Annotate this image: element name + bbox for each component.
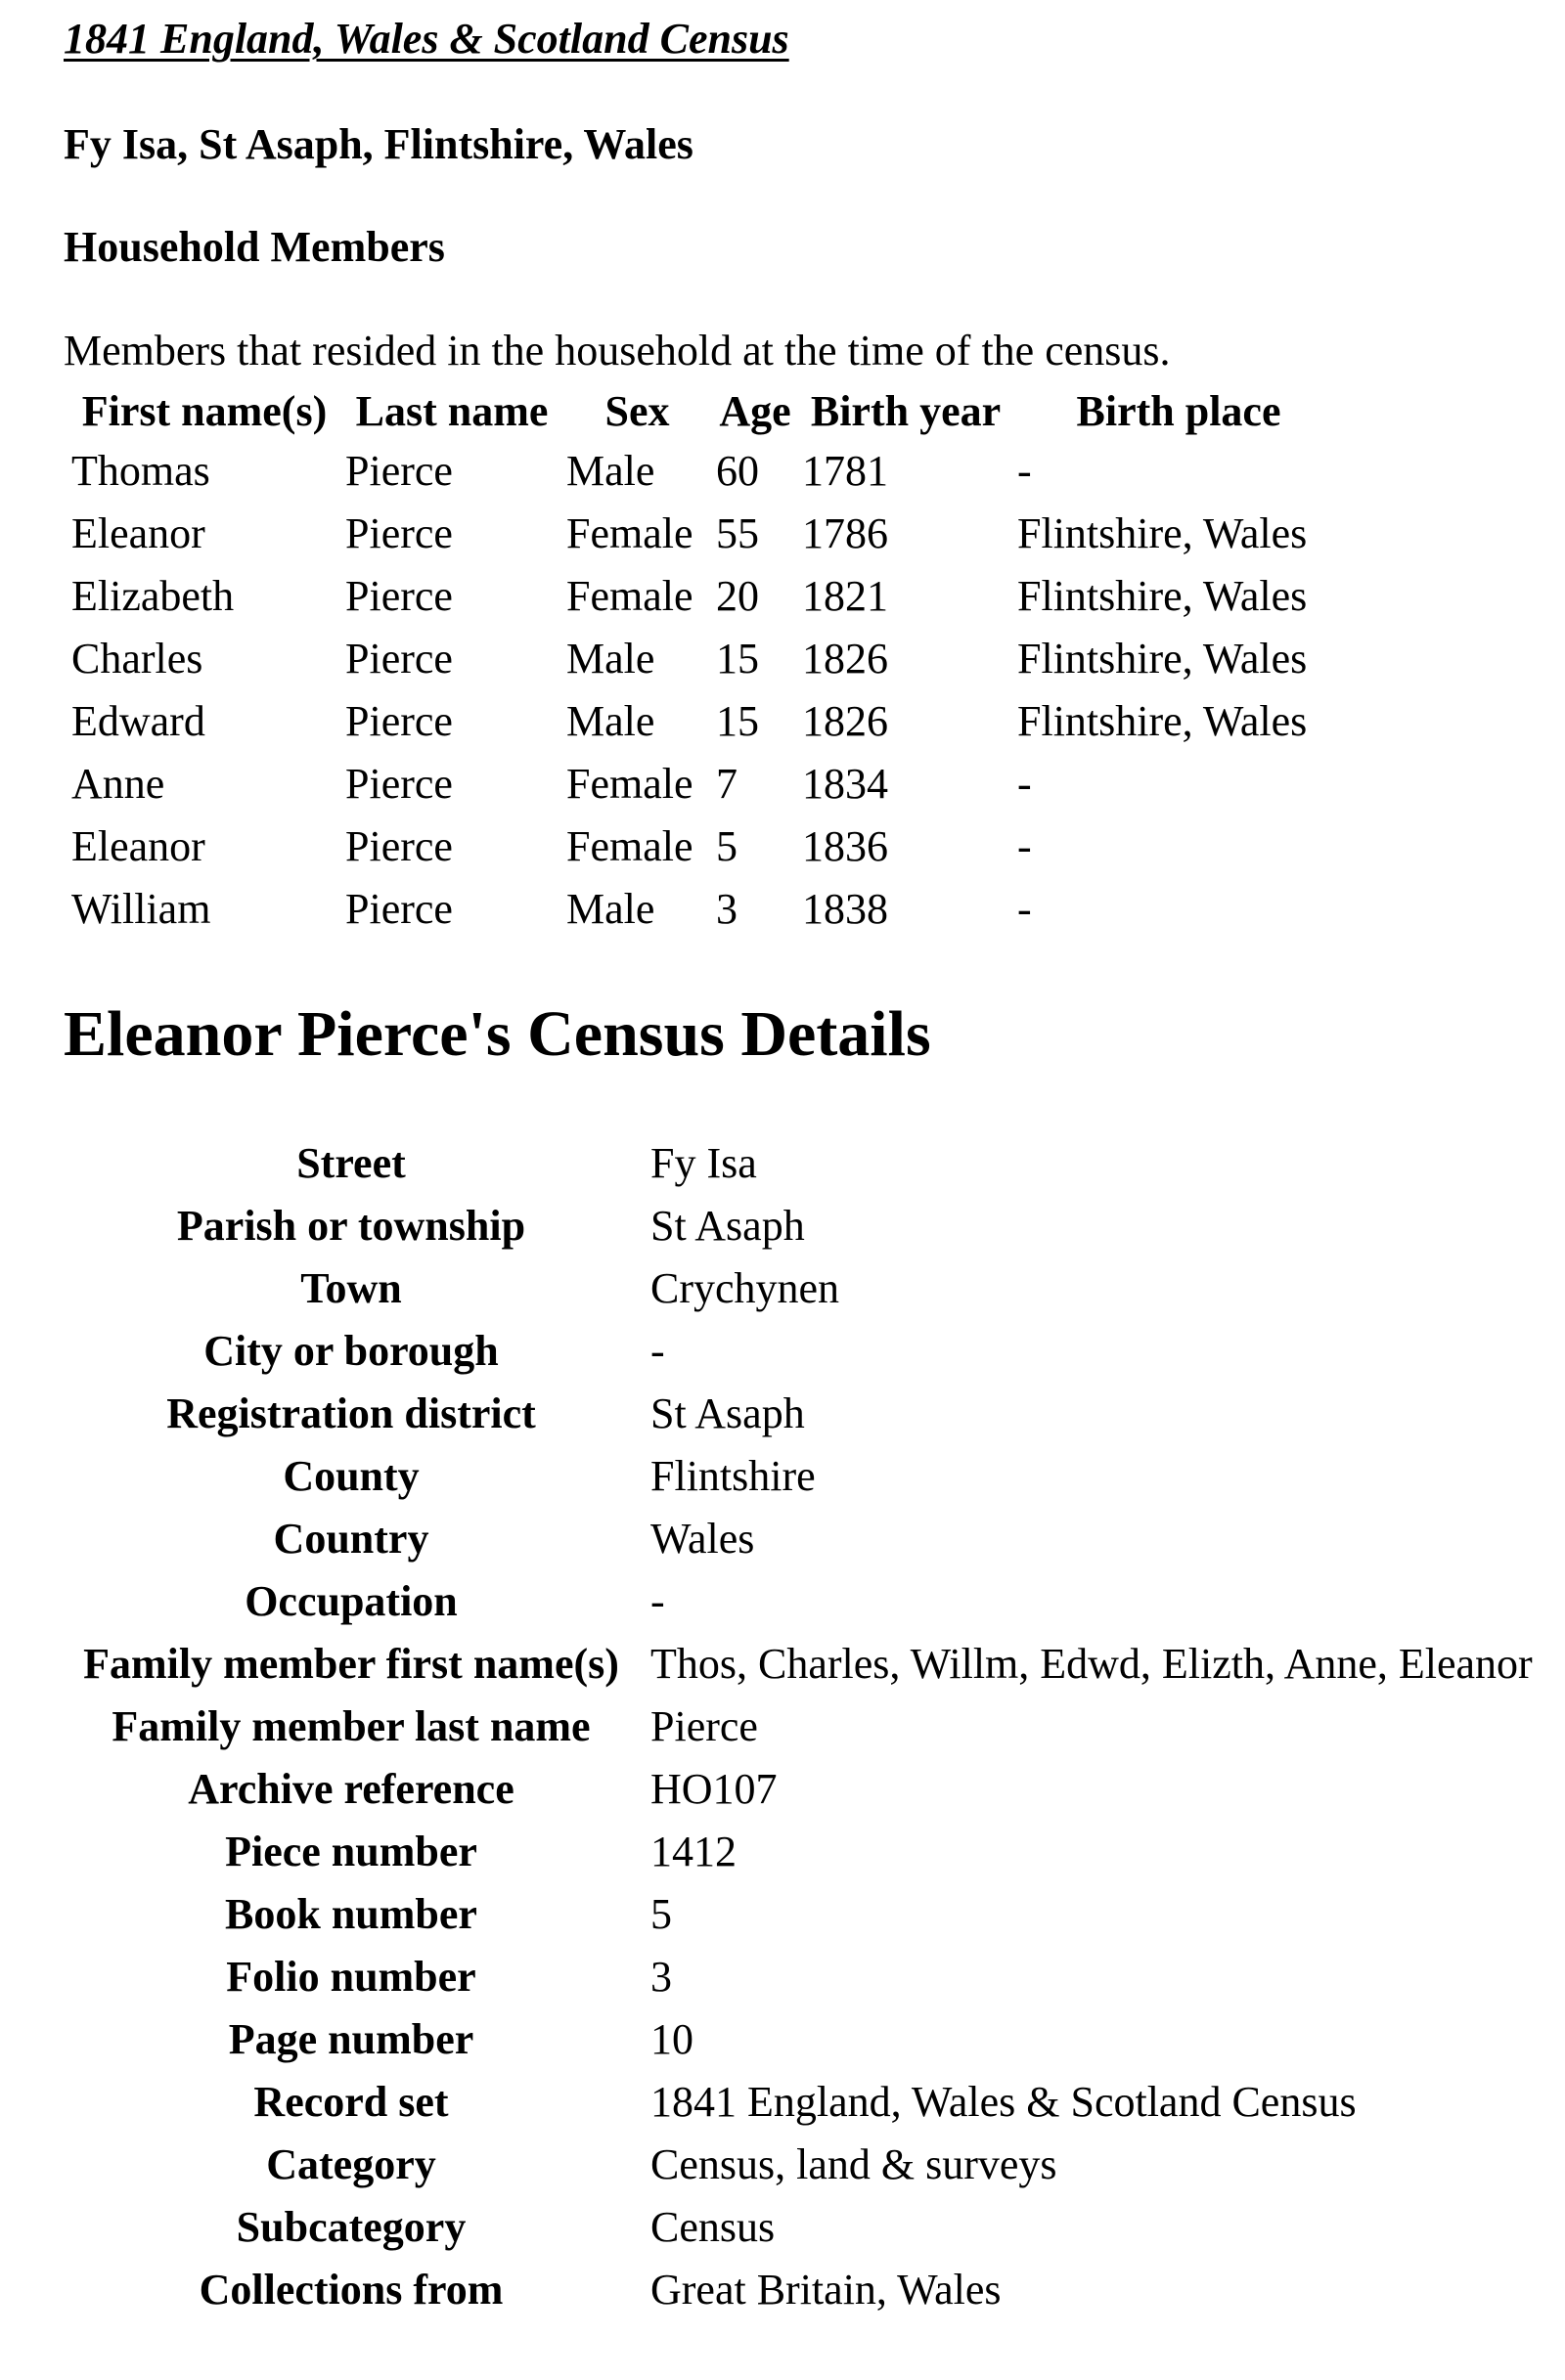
detail-row (64, 1132, 1533, 1195)
detail-label: Archive reference (188, 1765, 514, 1813)
cell-first-name: Eleanor (71, 822, 205, 870)
detail-row (64, 1633, 1533, 1696)
cell-age: 7 (716, 760, 738, 808)
column-header-last-name: Last name (355, 387, 549, 435)
cell-age: 55 (716, 509, 759, 557)
detail-row (64, 2196, 1533, 2259)
detail-row (64, 1946, 1533, 2008)
cell-age: 60 (716, 447, 759, 495)
cell-age: 15 (716, 635, 759, 683)
detail-row (64, 2134, 1533, 2196)
detail-row (64, 2259, 1533, 2321)
detail-row (64, 1758, 1533, 1821)
detail-label: Folio number (226, 1953, 476, 2001)
cell-birth-year: 1838 (802, 885, 888, 933)
detail-row (64, 1696, 1533, 1758)
cell-last-name: Pierce (345, 822, 453, 870)
detail-row (64, 1445, 1533, 1508)
detail-label: Piece number (225, 1828, 477, 1875)
cell-first-name: Edward (71, 697, 205, 745)
detail-value: 3 (650, 1953, 672, 2001)
cell-birth-year: 1781 (802, 447, 888, 495)
detail-label: Country (273, 1515, 429, 1563)
census-details-heading: Eleanor Pierce's Census Details (64, 998, 931, 1070)
cell-sex: Male (566, 447, 655, 495)
detail-value: St Asaph (650, 1389, 805, 1437)
household-members-heading: Household Members (64, 223, 445, 271)
cell-birth-year: 1821 (802, 572, 888, 620)
column-header-first-name: First name(s) (81, 387, 328, 435)
detail-value: 1412 (650, 1828, 737, 1875)
cell-first-name: Eleanor (71, 509, 205, 557)
detail-label: Family member first name(s) (83, 1640, 619, 1688)
table-row (64, 690, 1340, 753)
detail-value: St Asaph (650, 1202, 805, 1250)
column-header-age: Age (719, 387, 791, 435)
detail-label: City or borough (203, 1327, 499, 1375)
detail-value: Wales (650, 1515, 755, 1563)
cell-first-name: William (71, 885, 211, 933)
detail-row (64, 1570, 1533, 1633)
detail-value: Pierce (650, 1702, 758, 1750)
cell-birth-year: 1834 (802, 760, 888, 808)
detail-row (64, 2071, 1533, 2134)
cell-last-name: Pierce (345, 697, 453, 745)
detail-value: Flintshire (650, 1452, 816, 1500)
cell-sex: Male (566, 635, 655, 683)
detail-label: Subcategory (236, 2203, 467, 2251)
cell-first-name: Charles (71, 635, 203, 683)
detail-value: Census (650, 2203, 776, 2251)
cell-birth-place: - (1017, 760, 1032, 808)
detail-label: County (283, 1452, 420, 1500)
table-row (64, 628, 1340, 690)
detail-label: Occupation (245, 1577, 458, 1625)
detail-value: Great Britain, Wales (650, 2266, 1002, 2314)
cell-sex: Female (566, 760, 693, 808)
cell-sex: Male (566, 697, 655, 745)
table-row (64, 503, 1340, 565)
detail-value: - (650, 1577, 665, 1625)
table-header-row (64, 383, 1340, 440)
cell-age: 3 (716, 885, 738, 933)
table-row (64, 440, 1340, 503)
detail-label: Category (266, 2140, 436, 2188)
cell-birth-year: 1826 (802, 697, 888, 745)
cell-age: 20 (716, 572, 759, 620)
detail-row (64, 2008, 1533, 2071)
cell-birth-place: Flintshire, Wales (1017, 572, 1308, 620)
detail-value: - (650, 1327, 665, 1375)
cell-birth-place: - (1017, 885, 1032, 933)
column-header-birth-year: Birth year (810, 387, 1002, 435)
cell-first-name: Thomas (71, 447, 210, 495)
column-header-sex: Sex (604, 387, 670, 435)
census-details-table (64, 1132, 1533, 2321)
cell-birth-place: Flintshire, Wales (1017, 635, 1308, 683)
detail-label: Page number (228, 2015, 474, 2063)
detail-value: Census, land & surveys (650, 2140, 1057, 2188)
detail-label: Parish or township (176, 1202, 526, 1250)
detail-value: Fy Isa (650, 1139, 757, 1187)
cell-sex: Female (566, 572, 693, 620)
detail-label: Collections from (199, 2266, 504, 2314)
cell-birth-place: Flintshire, Wales (1017, 697, 1308, 745)
cell-last-name: Pierce (345, 885, 453, 933)
detail-row (64, 1383, 1533, 1445)
cell-first-name: Elizabeth (71, 572, 235, 620)
detail-value: 5 (650, 1890, 672, 1938)
table-row (64, 753, 1340, 815)
detail-label: Street (296, 1139, 406, 1187)
table-row (64, 565, 1340, 628)
cell-birth-year: 1786 (802, 509, 888, 557)
detail-value: 1841 England, Wales & Scotland Census (650, 2078, 1357, 2126)
cell-last-name: Pierce (345, 447, 453, 495)
cell-sex: Female (566, 822, 693, 870)
household-address: Fy Isa, St Asaph, Flintshire, Wales (64, 120, 693, 168)
cell-birth-place: - (1017, 822, 1032, 870)
detail-row (64, 1320, 1533, 1383)
cell-birth-place: - (1017, 447, 1032, 495)
detail-row (64, 1883, 1533, 1946)
detail-row (64, 1508, 1533, 1570)
column-header-birth-place: Birth place (1076, 387, 1281, 435)
detail-value: Thos, Charles, Willm, Edwd, Elizth, Anne, Eleanor (650, 1640, 1533, 1688)
detail-label: Family member last name (112, 1702, 591, 1750)
detail-value: HO107 (650, 1765, 778, 1813)
detail-value: Crychynen (650, 1264, 840, 1312)
table-row (64, 815, 1340, 878)
cell-last-name: Pierce (345, 572, 453, 620)
detail-row (64, 1195, 1533, 1257)
detail-label: Record set (253, 2078, 449, 2126)
detail-value: 10 (650, 2015, 693, 2063)
cell-last-name: Pierce (345, 760, 453, 808)
record-title: 1841 England, Wales & Scotland Census (64, 15, 789, 63)
cell-age: 15 (716, 697, 759, 745)
detail-label: Book number (225, 1890, 477, 1938)
household-members-table (64, 383, 1340, 941)
cell-last-name: Pierce (345, 635, 453, 683)
detail-row (64, 1821, 1533, 1883)
table-row (64, 878, 1340, 941)
cell-last-name: Pierce (345, 509, 453, 557)
cell-birth-year: 1826 (802, 635, 888, 683)
detail-label: Registration district (166, 1389, 536, 1437)
cell-birth-year: 1836 (802, 822, 888, 870)
cell-age: 5 (716, 822, 738, 870)
cell-sex: Male (566, 885, 655, 933)
cell-birth-place: Flintshire, Wales (1017, 509, 1308, 557)
cell-first-name: Anne (71, 760, 165, 808)
detail-row (64, 1257, 1533, 1320)
cell-sex: Female (566, 509, 693, 557)
household-members-description: Members that resided in the household at the time of the census. (64, 327, 1171, 375)
detail-label: Town (300, 1264, 402, 1312)
